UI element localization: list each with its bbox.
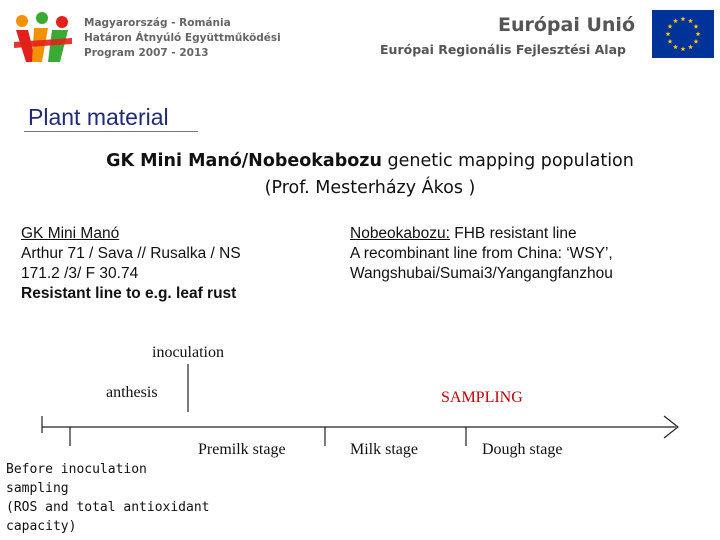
note-line-1: Before inoculation bbox=[6, 462, 147, 477]
program-line-1: Magyarország - Románia bbox=[84, 17, 231, 29]
note-line-3: (ROS and total antioxidant bbox=[6, 500, 210, 515]
before-inoculation-note bbox=[6, 460, 210, 536]
subtitle-rest: genetic mapping population bbox=[381, 151, 634, 171]
eu-title: Európai Unió bbox=[498, 14, 635, 36]
anthesis-label: anthesis bbox=[106, 384, 158, 401]
note-line-2: sampling bbox=[6, 481, 69, 496]
sampling-label: SAMPLING bbox=[441, 389, 523, 406]
right-heading-rest: FHB resistant line bbox=[449, 225, 577, 242]
right-line-2: Wangshubai/Sumai3/Yangangfanzhou bbox=[350, 265, 613, 282]
subtitle-bold: GK Mini Manó/Nobeokabozu bbox=[106, 151, 382, 171]
right-heading: Nobeokabozu: bbox=[350, 225, 450, 242]
subtitle-line-2: (Prof. Mesterházy Ákos ) bbox=[264, 178, 476, 198]
left-line-2: 171.2 /3/ F 30.74 bbox=[21, 265, 139, 282]
program-line-3: Program 2007 - 2013 bbox=[84, 47, 209, 59]
note-line-4: capacity) bbox=[6, 519, 77, 534]
right-line-1: A recombinant line from China: ‘WSY’, bbox=[350, 245, 613, 262]
section-title: Plant material bbox=[28, 104, 169, 130]
left-line-1: Arthur 71 / Sava // Rusalka / NS bbox=[21, 245, 241, 262]
eu-subtitle: Európai Regionális Fejlesztési Alap bbox=[380, 42, 626, 57]
stage-dough-label: Dough stage bbox=[482, 441, 563, 458]
left-line-3: Resistant line to e.g. leaf rust bbox=[21, 285, 237, 302]
left-heading: GK Mini Manó bbox=[21, 225, 120, 242]
stage-premilk-label: Premilk stage bbox=[198, 441, 286, 458]
inoculation-label: inoculation bbox=[152, 344, 224, 361]
program-line-2: Határon Átnyúló Együttműködési bbox=[84, 32, 281, 44]
stage-milk-label: Milk stage bbox=[350, 441, 418, 458]
